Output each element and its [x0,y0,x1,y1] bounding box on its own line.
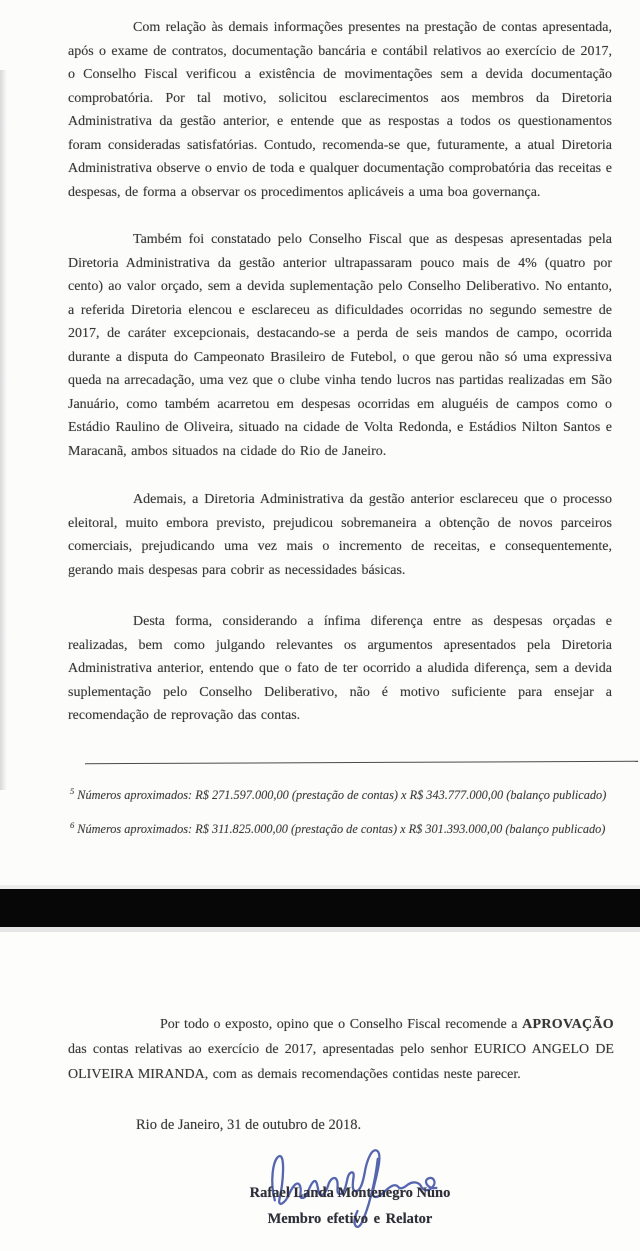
document-page-2 [0,932,640,1251]
footnote-5-text: Números aproximados: R$ 271.597.000,00 (prestação de contas) x R$ 343.777.000,00 (balanço publicado) [77,788,607,803]
body-paragraph-4: Desta forma, considerando a ínfima diferença entre as despesas orçadas e realizadas, bem como julgando relevantes os argumentos apresentados pela Diretoria Administrativa anterior, entendo que o fato de ter ocorrido a aludida diferença, sem a devida suplementação pelo Conselho Deliberativo, não é motivo suficiente para ensejar a recomendação de reprovação das contas. [68,614,612,723]
body-paragraph-1: Com relação às demais informações presentes na prestação de contas apresentada, após o exame de contratos, documentação bancária e contábil relativos ao exercício de 2017, o Conselho Fiscal verificou a existência de movimentações sem a devida documentação comprobatória. Por tal motivo, solicitou esclarecimentos aos membros da Diretoria Administrativa da gestão anterior, e entende que as respostas a todos os questionamentos foram consideradas satisfatórias. Contudo, recomenda-se que, futuramente, a atual Diretoria Administrativa observe o envio de toda e qualquer documentação comprobatória das receitas e despesas, de forma a observar os procedimentos aplicáveis a uma boa governança. [68,20,612,200]
footnote-6-marker: 6 [70,820,75,831]
footnote-separator-rule [85,761,638,764]
approval-emphasis: APROVAÇÃO [522,1017,614,1032]
footnote-6 [70,810,622,844]
body-paragraph-2: Também foi constatado pelo Conselho Fiscal que as despesas apresentadas pela Diretoria Administrativa da gestão anterior ultrapassaram pouco mais de 4% (quatro por cento) ao valor orçado, sem a devida suplementação pelo Conselho Deliberativo. No entanto, a referida Diretoria elencou e esclareceu as dificuldades ocorridas no segundo semestre de 2017, de caráter excepcionais, destacando-se a perda de seis mandos de campo, ocorrida durante a disputa do Campeonato Brasileiro de Futebol, o que gerou não só uma expressiva queda na arrecadação, uma vez que o clube vinha tendo lucros nas partidas realizadas em São Januário, como também acarretou em despesas ocorridas em aluguéis de campos como o Estádio Raulino de Oliveira, situado na cidade de Volta Redonda, e Estádios Nilton Santos e Maracanã, ambos situados na cidade do Rio de Janeiro. [68,232,612,459]
signature-block [60,1185,640,1228]
page1-body [68,16,612,728]
closing-text-pre: Por todo o exposto, opino que o Conselho Fiscal recomende a [160,1017,523,1032]
signatory-role: Membro efetivo e Relator [267,1211,433,1227]
footnote-5 [70,776,622,810]
footnote-6-text: Números aproximados: R$ 311.825.000,00 (prestação de contas) x R$ 301.393.000,00 (balanço publicado) [77,822,606,837]
footnotes [70,776,622,844]
closing-text-post: das contas relativas ao exercício de 2017, apresentadas pelo senhor EURICO ANGELO DE OLIVEIRA MIRANDA, com as demais recomendações contidas neste parecer. [68,1042,614,1082]
footnote-5-marker: 5 [70,786,75,796]
page-break-band [0,889,640,927]
closing-paragraph [68,1012,614,1087]
signatory-name: Rafael Landa Montenegro Nuno [249,1185,451,1201]
dateline: Rio de Janeiro, 31 de outubro de 2018. [136,1117,362,1133]
body-paragraph-3: Ademais, a Diretoria Administrativa da gestão anterior esclareceu que o processo eleitoral, muito embora previsto, prejudicou sobremaneira a obtenção de novos parceiros comerciais, prejudicando uma vez mais o incremento de receitas, e consequentemente, gerando mais despesas para cobrir as necessidades básicas. [68,492,612,578]
scan-edge-artifact [0,70,7,790]
